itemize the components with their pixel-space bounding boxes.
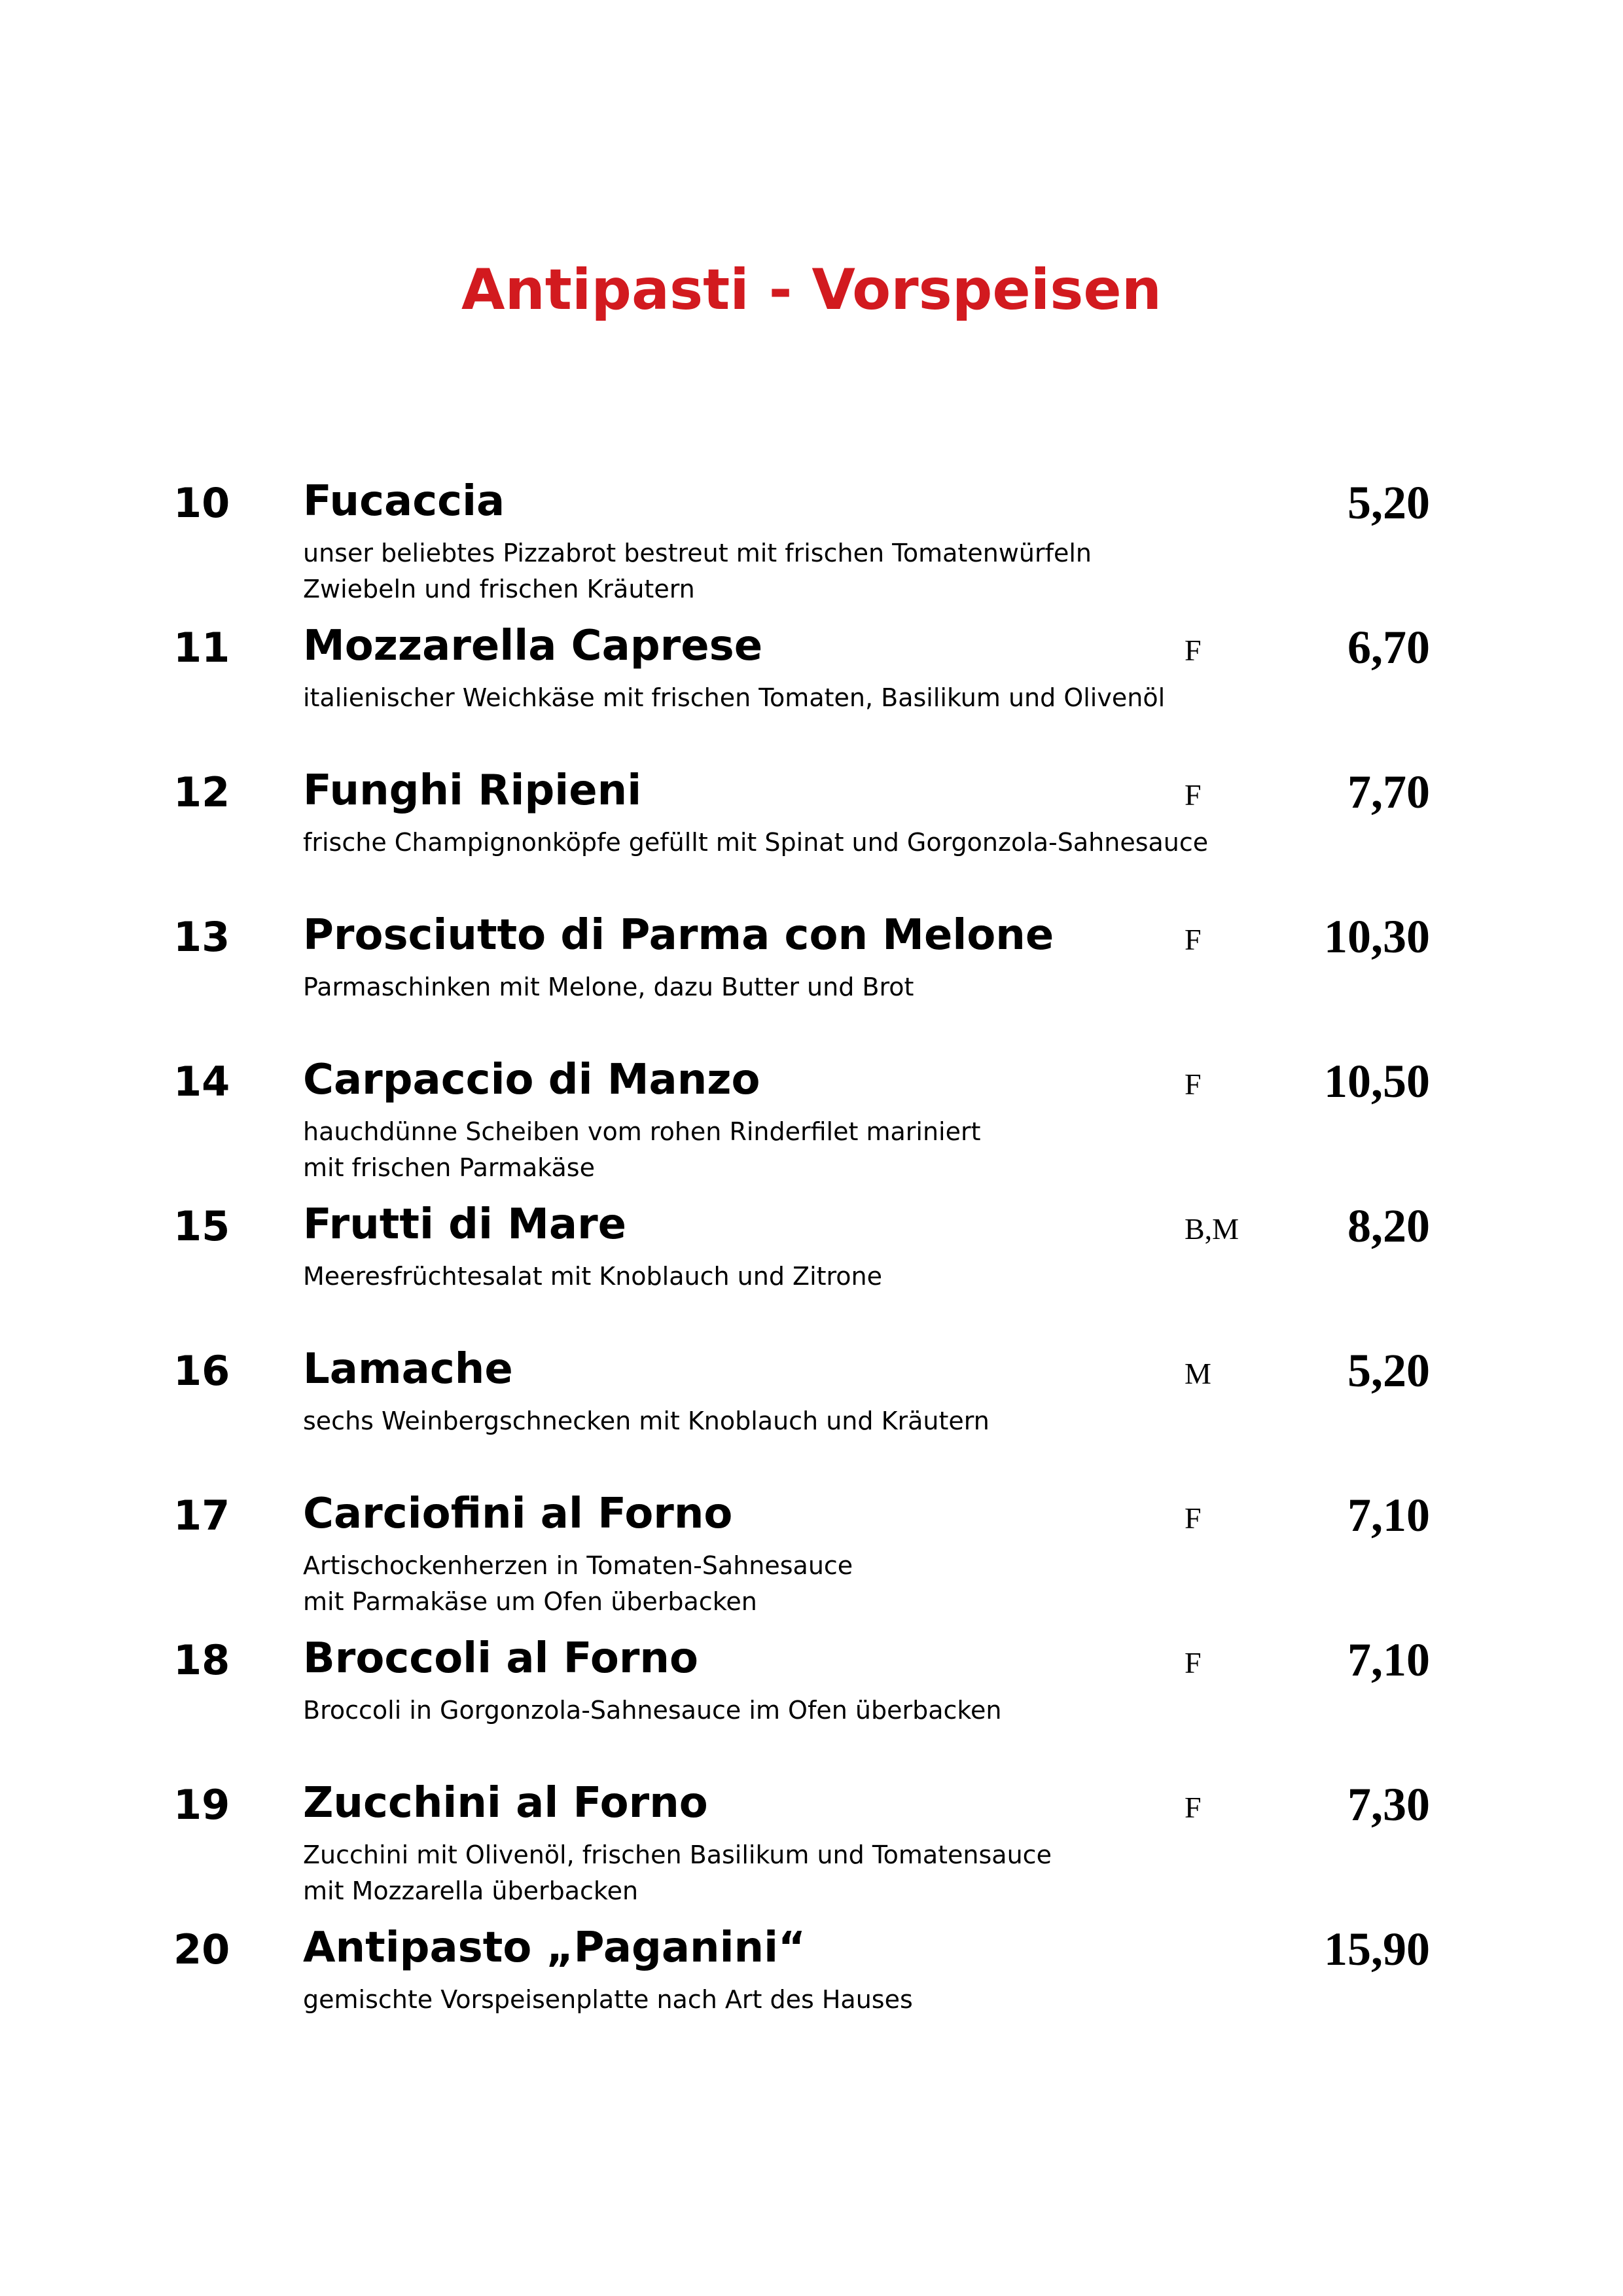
item-allergens: M	[1185, 1357, 1211, 1390]
item-name: Funghi Ripieni	[303, 766, 642, 815]
item-description-line: italienischer Weichkäse mit frischen Tomaten, Basilikum und Olivenöl	[303, 683, 1166, 712]
item-description	[303, 535, 1092, 607]
item-number: 10	[173, 479, 230, 527]
item-allergens: F	[1185, 1067, 1202, 1101]
item-description	[303, 969, 914, 1005]
item-number: 16	[173, 1347, 230, 1395]
item-number: 17	[173, 1492, 230, 1539]
item-number: 13	[173, 913, 230, 961]
item-number: 12	[173, 768, 230, 816]
item-number: 15	[173, 1202, 230, 1250]
menu-item	[0, 910, 1623, 1054]
item-number: 20	[173, 1926, 230, 1973]
item-description-line: sechs Weinbergschnecken mit Knoblauch und Kräutern	[303, 1407, 990, 1435]
item-description-line: Parmaschinken mit Melone, dazu Butter und Brot	[303, 973, 914, 1001]
item-description	[303, 1114, 981, 1186]
item-description-line: frische Champignonköpfe gefüllt mit Spinat und Gorgonzola-Sahnesauce	[303, 828, 1209, 857]
item-price: 5,20	[1347, 476, 1430, 529]
menu-item	[0, 1778, 1623, 1922]
item-number: 19	[173, 1781, 230, 1829]
item-description-line: mit Parmakäse um Ofen überbacken	[303, 1587, 757, 1616]
item-number: 11	[173, 624, 230, 672]
item-allergens: F	[1185, 778, 1202, 812]
menu-item	[0, 766, 1623, 910]
item-name: Prosciutto di Parma con Melone	[303, 911, 1054, 960]
item-description	[303, 1837, 1052, 1909]
menu-item	[0, 1923, 1623, 2067]
item-allergens: F	[1185, 1501, 1202, 1535]
item-description-line: unser beliebtes Pizzabrot bestreut mit frischen Tomatenwürfeln	[303, 539, 1092, 567]
item-name: Lamache	[303, 1345, 513, 1393]
item-description-line: Meeresfrüchtesalat mit Knoblauch und Zitrone	[303, 1262, 883, 1291]
item-description	[303, 680, 1165, 716]
item-allergens: F	[1185, 1791, 1202, 1824]
item-price: 7,70	[1347, 766, 1430, 818]
menu-item	[0, 476, 1623, 620]
item-description	[303, 1982, 913, 2018]
item-allergens: F	[1185, 923, 1202, 956]
item-price: 15,90	[1324, 1923, 1430, 1975]
page-title: Antipasti - Vorspeisen	[461, 257, 1162, 323]
item-price: 7,30	[1347, 1778, 1430, 1831]
item-name: Mozzarella Caprese	[303, 622, 763, 670]
menu-item	[0, 1634, 1623, 1778]
item-name: Frutti di Mare	[303, 1200, 627, 1249]
item-description	[303, 825, 1208, 861]
item-description-line: Broccoli in Gorgonzola-Sahnesauce im Ofen überbacken	[303, 1696, 1002, 1725]
item-name: Fucaccia	[303, 477, 505, 526]
item-price: 10,30	[1324, 910, 1430, 963]
menu-item	[0, 1200, 1623, 1344]
item-number: 18	[173, 1636, 230, 1684]
menu-item	[0, 1489, 1623, 1633]
menu-item	[0, 1055, 1623, 1199]
item-price: 7,10	[1347, 1634, 1430, 1686]
item-description-line: Zucchini mit Olivenöl, frischen Basilikum und Tomatensauce	[303, 1840, 1052, 1869]
item-description-line: Zwiebeln und frischen Kräutern	[303, 575, 695, 603]
item-description	[303, 1548, 853, 1620]
item-number: 14	[173, 1058, 230, 1105]
item-name: Broccoli al Forno	[303, 1634, 698, 1683]
item-allergens: B,M	[1185, 1212, 1240, 1246]
item-price: 10,50	[1324, 1055, 1430, 1107]
item-description-line: gemischte Vorspeisenplatte nach Art des Hauses	[303, 1985, 913, 2014]
item-description	[303, 1259, 882, 1295]
menu-item	[0, 1344, 1623, 1488]
item-price: 6,70	[1347, 621, 1430, 673]
item-allergens: F	[1185, 634, 1202, 667]
item-price: 5,20	[1347, 1344, 1430, 1397]
item-name: Antipasto „Paganini“	[303, 1924, 806, 1972]
menu-item	[0, 621, 1623, 765]
item-name: Carpaccio di Manzo	[303, 1056, 760, 1104]
item-name: Zucchini al Forno	[303, 1779, 708, 1827]
item-price: 8,20	[1347, 1200, 1430, 1252]
item-description-line: hauchdünne Scheiben vom rohen Rinderfilet mariniert	[303, 1117, 981, 1146]
item-allergens: F	[1185, 1646, 1202, 1679]
item-description-line: mit Mozzarella überbacken	[303, 1876, 639, 1905]
item-description	[303, 1693, 1002, 1729]
item-name: Carciofini al Forno	[303, 1490, 733, 1538]
item-price: 7,10	[1347, 1489, 1430, 1541]
item-description-line: mit frischen Parmakäse	[303, 1153, 595, 1182]
item-description-line: Artischockenherzen in Tomaten-Sahnesauce	[303, 1551, 853, 1580]
item-description	[303, 1403, 990, 1439]
